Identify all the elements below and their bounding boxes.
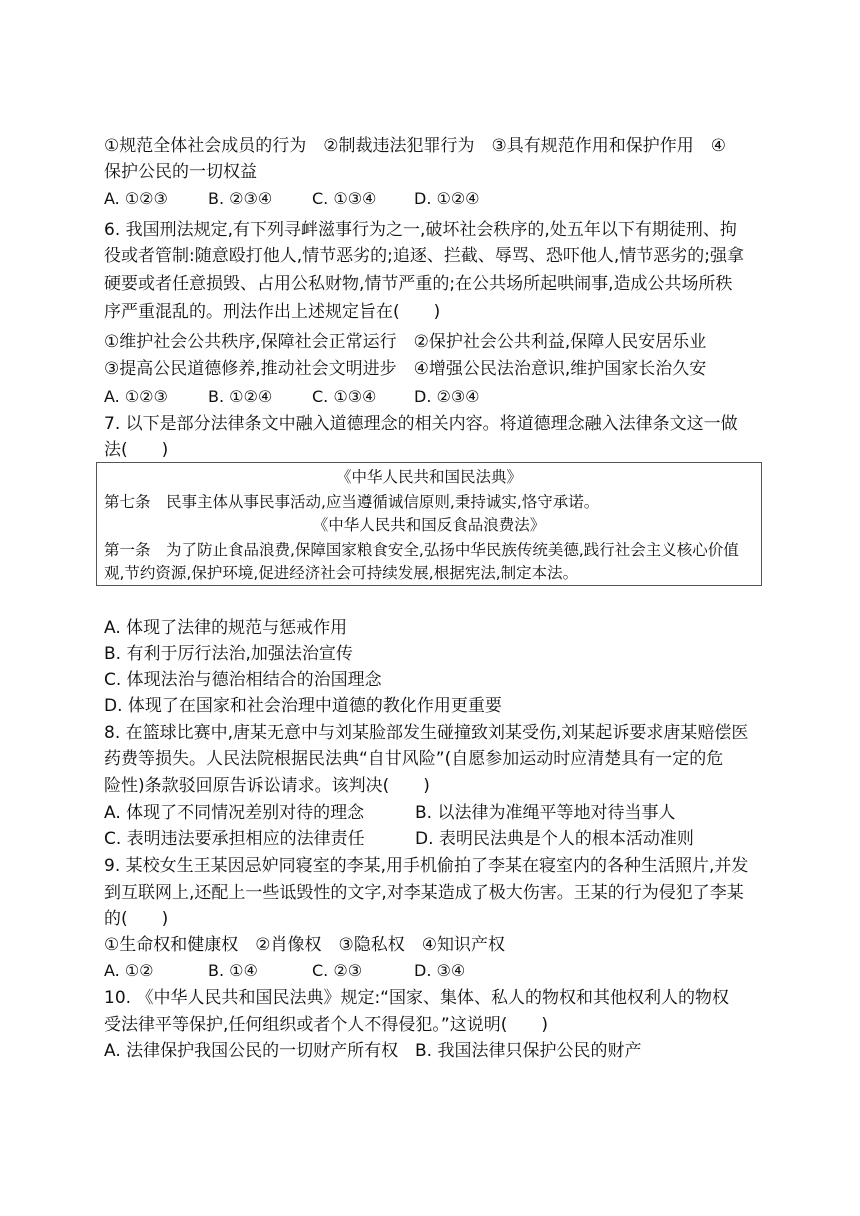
q7-option-a: A. 体现了法律的规范与惩戒作用 <box>104 618 348 638</box>
q7-box-title-2: 《中华人民共和国反食品浪费法》 <box>312 516 546 534</box>
q7-stem-line-1: 7. 以下是部分法律条文中融入道德理念的相关内容。将道德理念融入法律条文这一做 <box>104 414 738 434</box>
q6-statement-line-2: ③提高公民道德修养,推动社会文明进步 ④增强公民法治意识,维护国家长治久安 <box>104 359 707 379</box>
q6-option-d: D. ②③④ <box>414 387 480 406</box>
q9-stem-line-1: 9. 某校女生王某因忌妒同寝室的李某,用手机偷拍了李某在寝室内的各种生活照片,并发 <box>104 856 749 876</box>
q6-option-a: A. ①②③ <box>104 387 168 406</box>
q5-option-c: C. ①③④ <box>312 189 377 208</box>
q7-material-box <box>96 462 762 586</box>
q9-option-a: A. ①② <box>104 961 154 980</box>
q8-option-c: C. 表明违法要承担相应的法律责任 <box>104 829 365 849</box>
q7-box-text-1: 第七条 民事主体从事民事活动,应当遵循诚信原则,秉持诚实,恪守承诺。 <box>104 493 600 511</box>
q9-stem-line-2: 到互联网上,还配上一些诋毁性的文字,对李某造成了极大伤害。王某的行为侵犯了李某 <box>104 883 744 903</box>
q5-option-a: A. ①②③ <box>104 189 168 208</box>
q7-stem-line-2: 法( ) <box>104 440 169 460</box>
q9-stem-line-3: 的( ) <box>104 909 169 929</box>
q6-stem-line-2: 役或者管制:随意殴打他人,情节恶劣的;追逐、拦截、辱骂、恐吓他人,情节恶劣的;强拿 <box>104 246 744 266</box>
q5-statement-line-1: ①规范全体社会成员的行为 ②制裁违法犯罪行为 ③具有规范作用和保护作用 ④ <box>104 136 726 156</box>
q8-stem-line-3: 险性)条款驳回原告诉讼请求。该判决( ) <box>104 776 430 796</box>
q8-option-b: B. 以法律为准绳平等地对待当事人 <box>415 803 676 823</box>
q9-option-b: B. ①④ <box>208 961 258 980</box>
q6-stem-line-3: 硬要或者任意损毁、占用公私财物,情节严重的;在公共场所起哄闹事,造成公共场所秩 <box>104 274 733 294</box>
q7-option-d: D. 体现了在国家和社会治理中道德的教化作用更重要 <box>104 696 502 716</box>
q6-option-c: C. ①③④ <box>312 387 377 406</box>
q9-statement: ①生命权和健康权 ②肖像权 ③隐私权 ④知识产权 <box>104 935 505 955</box>
q10-option-b: B. 我国法律只保护公民的财产 <box>415 1041 642 1061</box>
q5-option-d: D. ①②④ <box>414 189 480 208</box>
q10-stem-line-1: 10. 《中华人民共和国民法典》规定:“国家、集体、私人的物权和其他权利人的物权 <box>104 988 729 1008</box>
q8-stem-line-2: 药费等损失。人民法院根据民法典“自甘风险”(自愿参加运动时应清楚具有一定的危 <box>104 749 724 769</box>
q7-box-title-1: 《中华人民共和国民法典》 <box>335 468 522 486</box>
q8-stem-line-1: 8. 在篮球比赛中,唐某无意中与刘某脸部发生碰撞致刘某受伤,刘某起诉要求唐某赔偿医 <box>104 723 749 743</box>
q6-stem-line-1: 6. 我国刑法规定,有下列寻衅滋事行为之一,破坏社会秩序的,处五年以下有期徒刑、拘 <box>104 220 737 240</box>
q5-option-b: B. ②③④ <box>208 189 273 208</box>
q5-statement-line-2: 保护公民的一切权益 <box>104 162 257 182</box>
q6-statement-line-1: ①维护社会公共秩序,保障社会正常运行 ②保护社会公共利益,保障人民安居乐业 <box>104 332 707 352</box>
q8-option-d: D. 表明民法典是个人的根本活动准则 <box>415 829 694 849</box>
q7-box-text-2b: 观,节约资源,保护环境,促进经济社会可持续发展,根据宪法,制定本法。 <box>104 564 579 582</box>
q7-option-c: C. 体现法治与德治相结合的治国理念 <box>104 670 382 690</box>
q10-option-a: A. 法律保护我国公民的一切财产所有权 <box>104 1041 399 1061</box>
q8-option-a: A. 体现了不同情况差别对待的理念 <box>104 803 365 823</box>
q7-box-text-2a: 第一条 为了防止食品浪费,保障国家粮食安全,弘扬中华民族传统美德,践行社会主义核心价值 <box>104 541 739 559</box>
q9-option-c: C. ②③ <box>312 961 363 980</box>
q10-stem-line-2: 受法律平等保护,任何组织或者个人不得侵犯。”这说明( ) <box>104 1015 548 1035</box>
q7-option-b: B. 有利于厉行法治,加强法治宣传 <box>104 644 353 664</box>
q6-option-b: B. ①②④ <box>208 387 273 406</box>
q6-stem-line-4: 序严重混乱的。刑法作出上述规定旨在( ) <box>104 302 441 322</box>
q9-option-d: D. ③④ <box>414 961 466 980</box>
